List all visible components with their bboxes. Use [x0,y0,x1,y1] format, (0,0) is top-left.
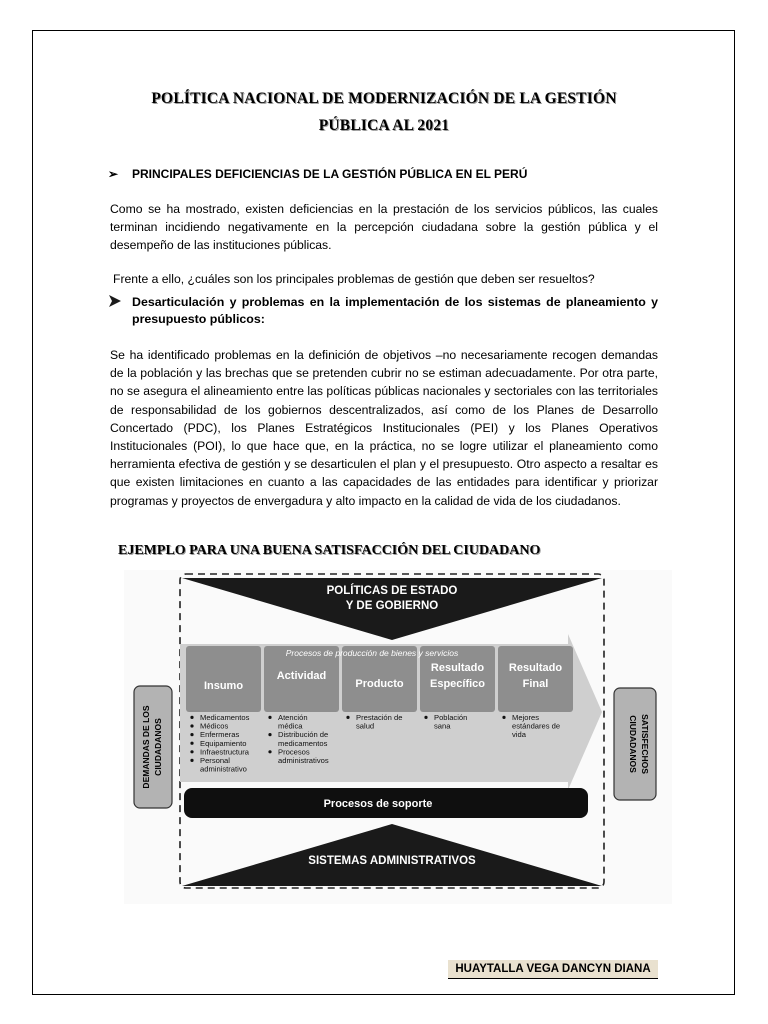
triangle-bullet-icon [108,294,132,313]
stage-item: Atención [278,713,308,722]
bullet-dot-icon [268,750,271,753]
subheading [108,294,658,328]
bullet-dot-icon [502,716,505,719]
section-heading [108,167,658,181]
stage-item: Equipamiento [200,738,247,748]
process-label: Procesos de producción de bienes y servicios [285,648,459,658]
stage-item: vida [512,730,526,740]
bullet-dot-icon [190,759,193,762]
stage-item: Mejores [512,713,540,722]
bullet-dot-icon [190,733,193,736]
arrow-bullet-icon: ➢ [108,167,119,181]
bullet-dot-icon [268,733,271,736]
stage-item: Medicamentos [200,713,250,722]
stage-item: Procesos [278,747,310,757]
document-title-line2: PÚBLICA AL 2021 [318,117,450,134]
stage-item: médica [278,721,303,731]
paragraph-2: Frente a ello, ¿cuáles son los principales problemas de gestión que deben ser resueltos? [113,272,595,286]
process-diagram [124,570,672,904]
stage-item: Enfermeras [200,730,240,740]
bullet-dot-icon [268,716,271,719]
stage-item: medicamentos [278,738,328,748]
stage-item: Médicos [200,721,229,731]
stage-title: Resultado [508,662,563,674]
bullet-dot-icon [190,724,193,727]
support-label: Procesos de soporte [323,798,433,810]
right-box-line1: CIUDADANOS [628,715,638,773]
stage-subtitle: Específico [429,678,486,690]
subheading-text: Desarticulación y problemas en la implementación de los sistemas de planeamiento y presupuesto públicos: [132,295,658,326]
section-heading-text: PRINCIPALES DEFICIENCIAS DE LA GESTIÓN PÚBLICA EN EL PERÚ [132,167,528,181]
example-title: EJEMPLO PARA UNA BUENA SATISFACCIÓN DEL CIUDADANO [118,543,541,558]
bullet-dot-icon [190,716,193,719]
left-box-line2: CIUDADANOS [153,718,163,776]
right-box-line2: SATISFECHOS [640,714,650,774]
stage-item: administrativo [200,764,247,774]
stage-item: estándares de [512,721,561,731]
stage-subtitle: Final [522,678,549,690]
paragraph-3: Se ha identificado problemas en la definición de objetivos –no necesariamente recogen demandas de la población y las brechas que se pretenden cubrir no se estiman adecuadamente. Por otra parte, no se asegura el alineamiento entre las políticas públicas nacionales y sectoriales con las territoriales de responsabilidad de los gobiernos descentralizados, así como de los Planes de Desarrollo Concertado (PDC), los Planes Estratégicos Institucionales (PEI) y los Planes Operativos Institucionales (POI), lo que hace que, en la práctica, no se logre utilizar el planeamiento como herramienta efectiva de gestión y se desarticulen el plan y el presupuesto. Otro aspecto a resaltar es que existen limitaciones en cuanto a las capacidades de las entidades para identificar y priorizar programas y proyectos de envergadura y alto impacto en la calidad de vida de los ciudadanos. [110,348,658,508]
document-title-line1: POLÍTICA NACIONAL DE MODERNIZACIÓN DE LA GESTIÓN [151,90,617,107]
bullet-dot-icon [190,750,193,753]
stage-item: salud [356,721,375,731]
stage-item: Población [434,713,468,722]
bullet-dot-icon [424,716,427,719]
stage-title: Actividad [276,670,327,682]
top-funnel-line2: Y DE GOBIERNO [345,600,439,612]
top-funnel-line1: POLÍTICAS DE ESTADO [326,585,458,597]
stage-title: Producto [355,678,404,690]
stage-item: Personal [200,756,230,765]
stage-item: Distribución de [278,730,329,740]
stage-title: Resultado [430,662,485,674]
bullet-dot-icon [346,716,349,719]
footer-author: HUAYTALLA VEGA DANCYN DIANA [448,960,658,979]
stage-item: Prestación de [356,713,403,722]
bottom-funnel-label: SISTEMAS ADMINISTRATIVOS [308,855,476,867]
stage-item: administrativos [278,756,329,765]
left-box-line1: DEMANDAS DE LOS [141,705,151,789]
stage-item: Infraestructura [200,747,249,757]
paragraph-1: Como se ha mostrado, existen deficiencias en la prestación de los servicios públicos, las cuales terminan incidiendo negativamente en la percepción ciudadana sobre la gestión pública y el desempeño de las instituciones públicas. [110,202,658,253]
stage-box [186,646,261,712]
stage-item: sana [434,721,451,731]
stage-title: Insumo [203,680,244,692]
bullet-dot-icon [190,742,193,745]
process-diagram-svg [124,570,672,904]
